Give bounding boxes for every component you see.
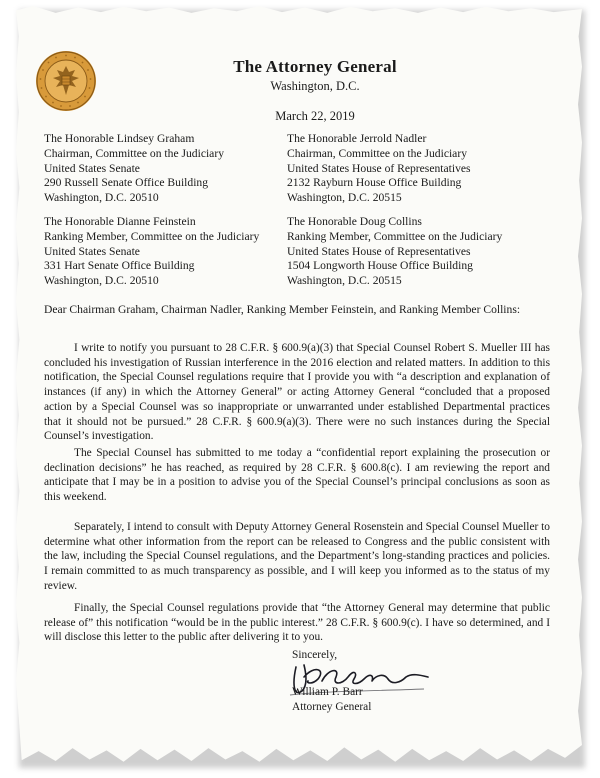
body-paragraph-2: The Special Counsel has submitted to me today a “confidential report explaining the prosecution or declination decisions” he has reached, as required by 28 C.F.R. § 600.8(c). I am reviewing the report and anticipate that I may be in a position to advise you of the Special Counsel’s principal conclusions as soon as this weekend. [44, 447, 550, 504]
salutation: Dear Chairman Graham, Chairman Nadler, Ranking Member Feinstein, and Ranking Member Collins: [44, 303, 521, 316]
body-paragraph-1: I write to notify you pursuant to 28 C.F.R. § 600.9(a)(3) that Special Counsel Robert S. Mueller III has concluded his investigation of Russian interference in the 2016 election and related matters. In addition to this notification, the Special Counsel regulations require that I provide you with “a description and explanation of instances (if any) in which the Attorney General” or acting Attorney General “concluded that a proposed action by a Special Counsel was so inappropriate or unwarranted under established Departmental practices that it should not be pursued.” 28 C.F.R. § 600.9(a)(3). There were no such instances during the Special Counsel’s investigation. [44, 342, 550, 443]
valediction: Sincerely, [292, 649, 338, 661]
recipient-address-feinstein: The Honorable Dianne Feinstein Ranking Member, Committee on the Judiciary United States Senate 331 Hart Senate Office Building Washington, D.C. 20510 [44, 215, 260, 288]
signer-name: William P. Barr [292, 686, 363, 698]
letterhead-location: Washington, D.C. [270, 79, 360, 93]
recipient-address-graham: The Honorable Lindsey Graham Chairman, Committee on the Judiciary United States Senate 290 Russell Senate Office Building Washington, D.C. 20510 [44, 132, 224, 205]
letter-date: March 22, 2019 [275, 109, 355, 123]
body-paragraph-3: Separately, I intend to consult with Deputy Attorney General Rosenstein and Special Counsel Mueller to determine what other information from the report can be released to Congress and the public consistent with the law, including the Special Counsel regulations, and the Department’s long-standing practices and policies. I remain committed to as much transparency as possible, and I will keep you informed as to the status of my review. [44, 521, 550, 592]
recipient-address-nadler: The Honorable Jerrold Nadler Chairman, Committee on the Judiciary United States House of Representatives 2132 Rayburn House Office Building Washington, D.C. 20515 [287, 132, 471, 205]
recipient-address-collins: The Honorable Doug Collins Ranking Member, Committee on the Judiciary United States House of Representatives 1504 Longworth House Office Building Washington, D.C. 20515 [287, 215, 503, 288]
letterhead-title: The Attorney General [233, 57, 397, 76]
body-paragraph-4: Finally, the Special Counsel regulations provide that “the Attorney General may determine that public release of” this notification “would be in the public interest.” 28 C.F.R. § 600.9(c). I have so determined, and I will disclose this letter to the public after delivering it to you. [44, 602, 550, 644]
signer-title: Attorney General [292, 701, 372, 713]
